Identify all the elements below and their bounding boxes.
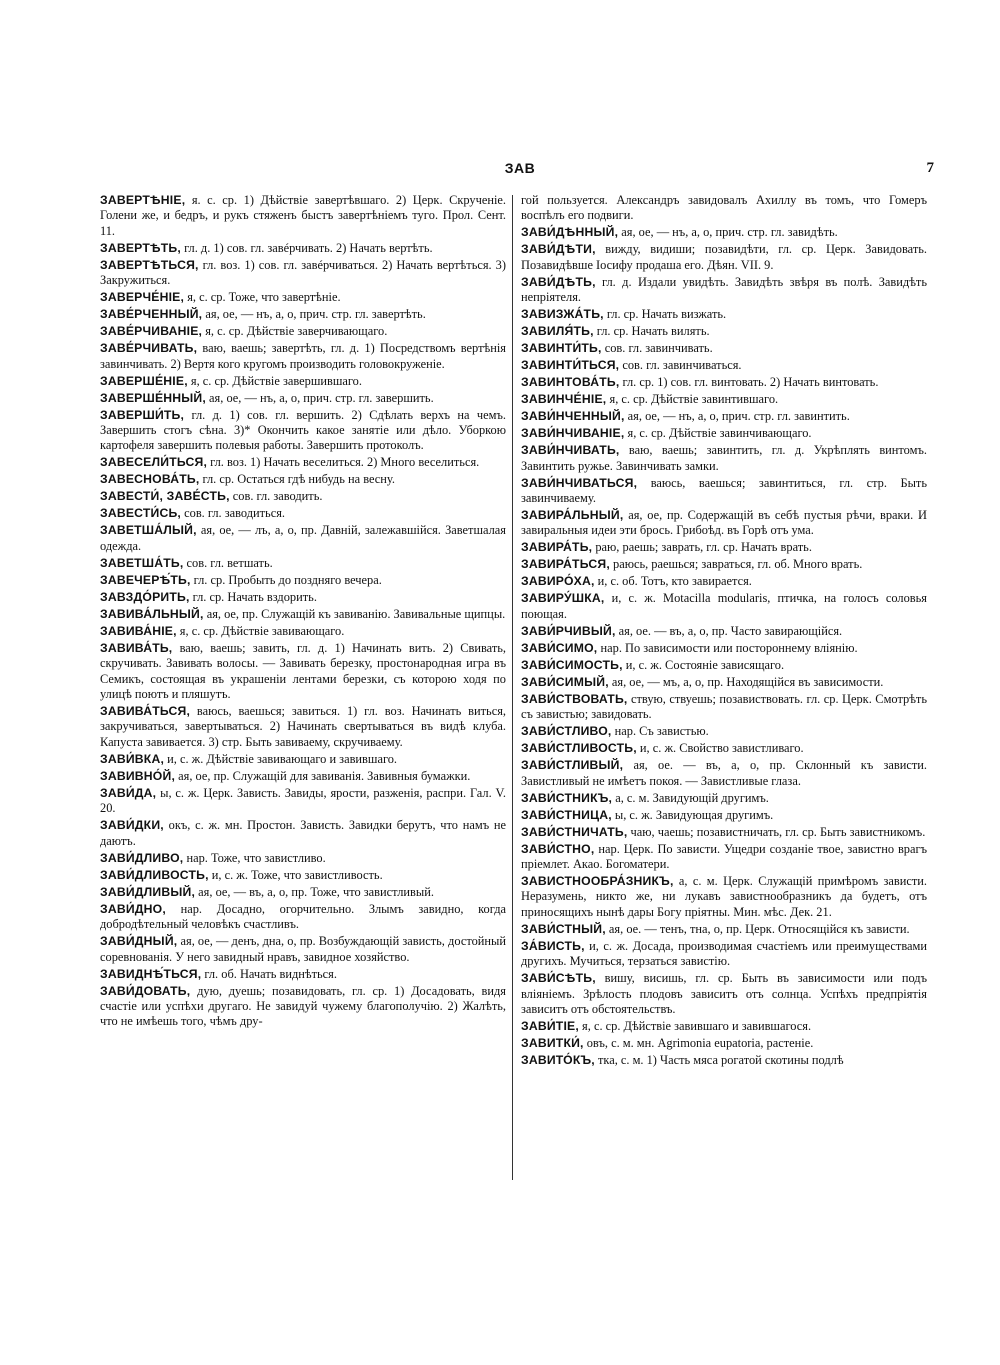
entry-definition: и, с. ж. Motacilla modularis, птичка, на голосъ соловья поющая. bbox=[521, 591, 927, 621]
entry-definition: нар. Церк. По зависти. Ущедри созданіе твое, завистно врагъ пріемлет. Акао. Богоматери. bbox=[521, 841, 927, 872]
dictionary-entry bbox=[521, 825, 927, 840]
entry-definition: нар. Досадно, огорчительно. Злымъ завидно, когда добродѣтельный человѣкъ счастливъ. bbox=[100, 901, 506, 932]
dictionary-entry bbox=[521, 275, 927, 306]
dictionary-entry bbox=[100, 984, 506, 1030]
entry-headword: ЗАВЕСНОВА́ТЬ, bbox=[100, 472, 200, 487]
dictionary-entry bbox=[521, 540, 927, 555]
entry-definition: гл. д. Издали увидѣть. Завидѣть звѣря въ полѣ. Завидѣть непріятеля. bbox=[521, 274, 927, 305]
entry-definition: ая, ое, пр. Служащій къ завиванію. Завивальные щипцы. bbox=[203, 606, 506, 621]
entry-headword: ЗАВИТКИ́, bbox=[521, 1036, 584, 1051]
dictionary-entry bbox=[100, 523, 506, 554]
entry-headword: ЗАВИ́ДОВАТЬ, bbox=[100, 983, 191, 998]
entry-headword: ЗАВЕ́РЧЕННЫЙ, bbox=[100, 307, 203, 322]
dictionary-entry bbox=[100, 341, 506, 372]
entry-headword: ЗАВИ́СТНО, bbox=[521, 841, 595, 856]
entry-headword: ЗАВИ́ТІЕ, bbox=[521, 1019, 579, 1034]
entry-headword: ЗАВИНТИ́ТЬ, bbox=[521, 341, 602, 356]
entry-definition: ы, с. ж. Церк. Зависть. Завиды, ярости, разженія, распри. Гал. V. 20. bbox=[100, 785, 506, 816]
entry-headword: ЗАВИДНѢ́ТЬСЯ, bbox=[100, 966, 202, 981]
entry-definition: ваюсь, ваешься; завиться. 1) гл. воз. Начинать виться, закручиваться, завертываться. 2) Начинать свертываться въ видѣ клуба. Капуста завивается. 3) стр. Быть завиваему, скручиваему. bbox=[100, 704, 506, 749]
entry-headword: ЗАВЕСТИ́СЬ, bbox=[100, 506, 182, 521]
dictionary-entry bbox=[521, 591, 927, 622]
page-header bbox=[100, 160, 940, 180]
entry-headword: ЗАВИ́СИМОСТЬ, bbox=[521, 657, 623, 672]
dictionary-entry bbox=[100, 818, 506, 849]
entry-definition: гл. воз. 1) Начать веселиться. 2) Много веселиться. bbox=[207, 455, 480, 470]
entry-definition: ая, ое, — нъ, а, о, прич. стр. гл. завертѣть. bbox=[202, 307, 426, 322]
entry-definition: сов. гл. заводиться. bbox=[181, 506, 285, 521]
dictionary-entry bbox=[521, 808, 927, 823]
entry-headword: ЗАВИ́ДНО, bbox=[100, 901, 166, 916]
entry-headword: ЗАВИНЧЕ́НІЕ, bbox=[521, 392, 607, 407]
entry-definition: гл. ср. Начать визжать. bbox=[603, 307, 727, 322]
entry-headword: ЗАВИВНО́Й, bbox=[100, 768, 176, 783]
dictionary-entry bbox=[100, 752, 506, 767]
dictionary-entry bbox=[100, 193, 506, 239]
dictionary-entry bbox=[100, 290, 506, 305]
entry-definition: гой пользуется. Александръ завидовалъ Ахиллу въ томъ, что Гомеръ воспѣлъ его подвиги. bbox=[521, 193, 927, 223]
entry-headword: ЗАВЕРШЕ́ННЫЙ, bbox=[100, 390, 206, 405]
entry-definition: гл. д. 1) сов. гл. завéрчивать. 2) Начать вертѣть. bbox=[180, 240, 433, 255]
entry-definition: ая, ое, — лъ, а, о, пр. Давній, залежавшійся. Заветшалая одежда. bbox=[100, 523, 506, 553]
entry-headword: ЗАВИ́СТВОВАТЬ, bbox=[521, 691, 628, 706]
dictionary-entry bbox=[521, 307, 927, 322]
dictionary-entry bbox=[100, 885, 506, 900]
entry-definition: ваюсь, ваешься; завинтиться, гл. стр. Быть завинчиваему. bbox=[521, 475, 927, 506]
entry-definition: я, с. ср. Дѣйствіе завивающаго. bbox=[176, 623, 345, 638]
entry-headword: ЗАВИВА́НІЕ, bbox=[100, 623, 177, 638]
entry-definition: я. с. ср. 1) Дѣйствіе завертѣвшаго. 2) Церк. Скрученіе. Голени же, и бедръ, и рукъ стяженъ быстъ завертѣніемъ тугo. Прол. Сент. 11. bbox=[100, 193, 506, 238]
entry-definition: раюсь, раешься; завраться, гл. об. Много врать. bbox=[609, 557, 863, 572]
entry-headword: ЗАВЕ́РЧИВАТЬ, bbox=[100, 341, 198, 356]
dictionary-entry bbox=[521, 641, 927, 656]
entry-headword: ЗАВИ́СИМО, bbox=[521, 640, 598, 655]
entry-headword: ЗАВИ́ДНЫЙ, bbox=[100, 934, 178, 949]
dictionary-entry bbox=[521, 741, 927, 756]
entry-definition: ая, ое, пр. Служащій для завиванія. Завивныя бумажки. bbox=[175, 768, 471, 783]
entry-definition: и, с. ж. Тоже, что завистливость. bbox=[208, 867, 383, 882]
dictionary-entry bbox=[521, 658, 927, 673]
entry-definition: гл. ср. Остаться гдѣ нибудь на весну. bbox=[199, 472, 395, 487]
dictionary-entry bbox=[521, 1053, 927, 1068]
entry-headword: ЗАВЕРТѢТЬ, bbox=[100, 240, 181, 255]
entry-headword: ЗАВИЗЖА́ТЬ, bbox=[521, 307, 604, 322]
dictionary-entry bbox=[521, 922, 927, 937]
dictionary-entry bbox=[100, 472, 506, 487]
entry-definition: сов. гл. завинчиваться. bbox=[619, 358, 742, 373]
entry-definition: и, с. об. Тотъ, кто завирается. bbox=[594, 574, 752, 589]
left-column bbox=[100, 193, 506, 1031]
entry-definition: ая, ое, пр. Содержащій въ себѣ пустыя рѣчи, враки. И завиральныя идеи эти брось. Грибоѣд. въ Горѣ отъ ума. bbox=[521, 508, 927, 538]
dictionary-entry bbox=[521, 341, 927, 356]
dictionary-entry bbox=[100, 624, 506, 639]
dictionary-entry bbox=[521, 557, 927, 572]
entry-definition: гл. об. Начать виднѣться. bbox=[201, 966, 337, 981]
entry-definition: дую, дуешь; позавидовать, гл. ср. 1) Досадовать, видя счастіе или успѣхи другаго. Не завидуй чужему благополучію. 2) Жалѣть, что не имѣешь того, чѣмъ дру- bbox=[100, 983, 506, 1029]
dictionary-entry bbox=[100, 506, 506, 521]
entry-definition: ая, ое, — въ, а, о, пр. Тоже, что завистливый. bbox=[195, 884, 434, 899]
dictionary-entry bbox=[100, 934, 506, 965]
dictionary-entry bbox=[100, 324, 506, 339]
entry-definition: и, с. ж. Дѣйствіе завивающаго и завившаго. bbox=[164, 751, 398, 766]
dictionary-entry bbox=[521, 443, 927, 474]
entry-headword: ЗАВИ́ДЛИВО, bbox=[100, 850, 184, 865]
entry-definition: ваю, ваешь; завить, гл. д. 1) Начинать вить. 2) Свивать, скручивать. Завивать волосы. — Завивать березку, простонародная игра въ Семикъ, состоящая въ украшеніи лентами березки, съ которою ходя по улицѣ поютъ и пляшутъ. bbox=[100, 640, 506, 702]
dictionary-entry bbox=[100, 786, 506, 817]
entry-headword: ЗАВИНТИ́ТЬСЯ, bbox=[521, 358, 620, 373]
entry-definition: ваю, ваешь; завертѣть, гл. д. 1) Посредствомъ вертѣнія завинчивать. 2) Вертя кого кругомъ производить головокруженіе. bbox=[100, 341, 506, 371]
entry-headword: ЗАВИ́ДѢННЫЙ, bbox=[521, 225, 619, 240]
entry-definition: и, с. ж. Свойство завистливаго. bbox=[636, 741, 804, 756]
entry-headword: ЗАВИ́НЧИВАНІЕ, bbox=[521, 426, 625, 441]
entry-definition: вишу, висишь, гл. ср. Быть въ зависимости или подъ вліяніемъ. Зрѣлость плодовъ зависитъ отъ солнца. Успѣхъ предпріятія зависитъ отъ обстоятельствъ. bbox=[521, 971, 927, 1017]
dictionary-entry bbox=[100, 241, 506, 256]
entry-definition: нар. Съ завистью. bbox=[611, 724, 709, 739]
dictionary-entry bbox=[521, 392, 927, 407]
entry-definition: ствую, ствуешь; позавиствовать. гл. ср. Церк. Смотрѣть съ завистью; завидовать. bbox=[521, 691, 927, 722]
entry-headword: ЗАВЕРШЕ́НІЕ, bbox=[100, 373, 188, 388]
dictionary-entry bbox=[521, 358, 927, 373]
entry-definition: ая, ое, — денъ, дна, о, пр. Возбуждающій зависть, достойный соревнованія. У него завидный нравъ, завидное хозяйство. bbox=[100, 934, 506, 964]
dictionary-entry bbox=[521, 791, 927, 806]
entry-definition: вижду, видиши; позавидѣти, гл. ср. Церк. Завидовать. Позавидѣвше Іосифу продаша его. Дѣян. VII. 9. bbox=[521, 242, 927, 272]
dictionary-entry bbox=[521, 375, 927, 390]
dictionary-entry bbox=[100, 590, 506, 605]
entry-headword: ЗАВИ́СТНИЦА, bbox=[521, 807, 612, 822]
entry-definition: а, с. м. Церк. Служащій примѣромъ зависти. Неразумень, никто же, ни лукавъ завистнообразникъ да будетъ, отъ приносящихъ нынѣ дары Богу пріятны. Мин. мѣс. Дек. 21. bbox=[521, 874, 927, 919]
entry-definition: ая, ое. — въ, а, о, пр. Склонный къ зависти. Завистливый не имѣетъ покоя. — Завистливые глаза. bbox=[521, 758, 927, 788]
entry-headword: ЗАВИ́ДѢТЬ, bbox=[521, 274, 596, 289]
dictionary-entry bbox=[521, 692, 927, 723]
entry-headword: ЗАВИ́ДА, bbox=[100, 785, 157, 800]
dictionary-entry bbox=[100, 607, 506, 622]
entry-definition: нар. По зависимости или постороннему вліянію. bbox=[597, 640, 858, 655]
dictionary-entry bbox=[100, 489, 506, 504]
dictionary-entry bbox=[100, 868, 506, 883]
entry-definition: я, с. ср. Дѣйствіе заверчивающаго. bbox=[202, 324, 388, 339]
entry-definition: я, с. ср. Дѣйствіе завершившаго. bbox=[187, 373, 362, 388]
entry-definition: ваю, ваешь; завинтить, гл. д. Укрѣплять винтомъ. Завинтить ружье. Завинчивать замки. bbox=[521, 443, 927, 473]
entry-definition: ая, ое. — въ, а, о, пр. Часто завирающійся. bbox=[615, 623, 843, 638]
dictionary-entry bbox=[100, 408, 506, 454]
dictionary-entry bbox=[100, 704, 506, 750]
entry-headword: ЗАВЕТША́ТЬ, bbox=[100, 555, 184, 570]
entry-definition: ая, ое, — нъ, а, о, прич. стр. гл. завинтить. bbox=[624, 409, 850, 424]
entry-definition: ая, ое, — нъ, а, о, прич. стр. гл. завидѣть. bbox=[618, 225, 838, 240]
entry-headword: ЗАВИСТНООБРА́ЗНИКЪ, bbox=[521, 874, 674, 889]
entry-headword: ЗАВИ́СТНИЧАТЬ, bbox=[521, 824, 628, 839]
entry-headword: ЗАВИТО́КЪ, bbox=[521, 1053, 595, 1068]
entry-definition: тка, с. м. 1) Часть мяса рогатой скотины подлѣ bbox=[594, 1053, 844, 1068]
dictionary-entry bbox=[521, 1036, 927, 1051]
entry-definition: я, с. ср. Дѣйствіе завинчивающаго. bbox=[624, 426, 812, 441]
dictionary-entry bbox=[100, 641, 506, 703]
entry-definition: я, с. ср. Дѣйствіе завинтившаго. bbox=[606, 392, 779, 407]
entry-headword: ЗАВИ́СТНИКЪ, bbox=[521, 790, 613, 805]
dictionary-entry bbox=[521, 971, 927, 1017]
guide-word: ЗАВ bbox=[504, 160, 536, 176]
entry-headword: ЗАВИ́СТНЫЙ, bbox=[521, 921, 606, 936]
right-column bbox=[521, 193, 927, 1070]
dictionary-entry bbox=[521, 675, 927, 690]
entry-headword: ЗАВЕРТѢТЬСЯ, bbox=[100, 257, 199, 272]
entry-definition: гл. ср. Пробыть до поздняго вечера. bbox=[190, 572, 382, 587]
entry-definition: ая, ое, — мъ, а, о, пр. Находящійся въ зависимости. bbox=[608, 674, 884, 689]
entry-definition: гл. ср. Начать вилять. bbox=[593, 324, 710, 339]
entry-definition: я, с. ср. Дѣйствіе завившаго и завившагося. bbox=[578, 1019, 812, 1034]
entry-headword: ЗАВИ́ДЛИВОСТЬ, bbox=[100, 867, 209, 882]
entry-definition: гл. д. 1) сов. гл. вершить. 2) Сдѣлать верхъ на чемъ. Завершить стогъ сѣна. 3)* Окончить какое занятіе или дѣло. Уборкою картофеля завершить полевыя работы. Завершить протоколъ. bbox=[100, 407, 506, 453]
dictionary-entry bbox=[521, 574, 927, 589]
dictionary-entry bbox=[521, 939, 927, 970]
entry-definition: гл. ср. Начать вздорить. bbox=[189, 589, 317, 604]
dictionary-entry bbox=[100, 967, 506, 982]
entry-definition: я, с. ср. Тоже, что завертѣніе. bbox=[184, 290, 341, 305]
entry-headword: ЗАВИ́СИМЫЙ, bbox=[521, 674, 609, 689]
entry-definition: чаю, чаешь; позавистничать, гл. ср. Быть завистникомъ. bbox=[627, 824, 926, 839]
entry-definition: сов. гл. заводить. bbox=[229, 489, 323, 504]
entry-headword: ЗАВИ́СТЛИВО, bbox=[521, 724, 612, 739]
entry-headword: ЗАВИ́РЧИВЫЙ, bbox=[521, 623, 616, 638]
dictionary-entry bbox=[100, 851, 506, 866]
entry-headword: ЗАВИВА́ЛЬНЫЙ, bbox=[100, 606, 204, 621]
dictionary-entry bbox=[100, 258, 506, 289]
dictionary-entry bbox=[521, 324, 927, 339]
dictionary-entry bbox=[521, 193, 927, 224]
entry-headword: ЗАВИЛЯ́ТЬ, bbox=[521, 324, 594, 339]
dictionary-entry bbox=[521, 242, 927, 273]
dictionary-entry bbox=[521, 874, 927, 920]
entry-headword: ЗАВЗДО́РИТЬ, bbox=[100, 589, 190, 604]
entry-headword: ЗАВИ́СѢТЬ, bbox=[521, 971, 596, 986]
entry-headword: ЗАВИВА́ТЬСЯ, bbox=[100, 704, 191, 719]
entry-headword: ЗАВЕРЧЕ́НІЕ, bbox=[100, 290, 185, 305]
entry-headword: ЗАВИРА́ЛЬНЫЙ, bbox=[521, 508, 624, 523]
entry-headword: ЗАВЕРТѢНІЕ, bbox=[100, 193, 186, 207]
dictionary-entry bbox=[100, 556, 506, 571]
entry-headword: ЗАВИНТОВА́ТЬ, bbox=[521, 375, 620, 390]
entry-definition: нар. Тоже, что завистливо. bbox=[183, 850, 326, 865]
dictionary-entry bbox=[100, 307, 506, 322]
dictionary-entry bbox=[100, 391, 506, 406]
dictionary-entry bbox=[521, 842, 927, 873]
entry-headword: ЗАВЕСТИ́, ЗАВЕ́СТЬ, bbox=[100, 489, 230, 504]
entry-headword: ЗАВЕ́РЧИВАНІЕ, bbox=[100, 324, 203, 339]
dictionary-entry bbox=[521, 476, 927, 507]
entry-headword: ЗАВИ́НЧЕННЫЙ, bbox=[521, 409, 625, 424]
dictionary-entry bbox=[521, 724, 927, 739]
dictionary-entry bbox=[100, 455, 506, 470]
entry-headword: ЗАВИ́СТЛИВОСТЬ, bbox=[521, 741, 637, 756]
entry-headword: ЗАВИРУ́ШКА, bbox=[521, 591, 605, 606]
entry-headword: ЗАВИ́НЧИВАТЬСЯ, bbox=[521, 475, 638, 490]
entry-definition: ая, ое, — нъ, а, о, прич. стр. гл. завершить. bbox=[205, 390, 434, 405]
entry-definition: сов. гл. завинчивать. bbox=[601, 341, 713, 356]
entry-headword: ЗАВЕТША́ЛЫЙ, bbox=[100, 523, 197, 538]
entry-headword: ЗАВЕСЕЛИ́ТЬСЯ, bbox=[100, 455, 208, 470]
entry-headword: ЗАВИРА́ТЬ, bbox=[521, 540, 593, 555]
entry-definition: ы, с. ж. Завидующая другимъ. bbox=[611, 807, 774, 822]
entry-definition: гл. воз. 1) сов. гл. завéрчиваться. 2) Начать вертѣться. 3) Закружиться. bbox=[100, 257, 506, 288]
dictionary-entry bbox=[521, 758, 927, 789]
entry-headword: ЗА́ВИСТЬ, bbox=[521, 938, 585, 953]
entry-headword: ЗАВИ́СТЛИВЫЙ, bbox=[521, 758, 624, 773]
dictionary-entry bbox=[100, 374, 506, 389]
entry-definition: овъ, с. м. мн. Agrimonia eupatoria, растеніе. bbox=[583, 1036, 814, 1051]
entry-headword: ЗАВИ́ДЛИВЫЙ, bbox=[100, 884, 196, 899]
entry-definition: и, с. ж. Состояніе зависящаго. bbox=[622, 657, 785, 672]
entry-definition: и, с. ж. Досада, производимая счастіемъ или преимуществами другихъ. Мучиться, терзаться завистію. bbox=[521, 938, 927, 969]
entry-headword: ЗАВЕЧЕРѢ́ТЬ, bbox=[100, 572, 191, 587]
entry-headword: ЗАВИ́НЧИВАТЬ, bbox=[521, 443, 620, 458]
entry-headword: ЗАВИВА́ТЬ, bbox=[100, 640, 173, 655]
dictionary-entry bbox=[100, 573, 506, 588]
page-number: 7 bbox=[926, 160, 934, 176]
entry-definition: а, с. м. Завидующій другимъ. bbox=[612, 790, 769, 805]
column-divider bbox=[512, 195, 513, 1180]
dictionary-entry bbox=[100, 902, 506, 933]
entry-headword: ЗАВЕРШИ́ТЬ, bbox=[100, 407, 185, 422]
dictionary-entry bbox=[521, 409, 927, 424]
entry-definition: сов. гл. ветшать. bbox=[183, 555, 273, 570]
dictionary-entry bbox=[521, 1019, 927, 1034]
dictionary-entry bbox=[100, 769, 506, 784]
entry-definition: раю, раешь; заврать, гл. ср. Начать врать. bbox=[592, 540, 812, 555]
entry-headword: ЗАВИРО́ХА, bbox=[521, 574, 595, 589]
dictionary-entry bbox=[521, 508, 927, 539]
entry-headword: ЗАВИРА́ТЬСЯ, bbox=[521, 557, 610, 572]
entry-definition: ая, ое. — тенъ, тна, о, пр. Церк. Относящійся къ зависти. bbox=[605, 921, 910, 936]
dictionary-entry bbox=[521, 426, 927, 441]
entry-headword: ЗАВИ́ДКИ, bbox=[100, 818, 164, 833]
entry-definition: гл. ср. 1) сов. гл. винтовать. 2) Начать винтовать. bbox=[619, 375, 879, 390]
dictionary-entry bbox=[521, 225, 927, 240]
entry-headword: ЗАВИ́ВКА, bbox=[100, 751, 165, 766]
dictionary-entry bbox=[521, 624, 927, 639]
entry-definition: окъ, с. ж. мн. Простон. Зависть. Завидки берутъ, что намъ не даютъ. bbox=[100, 818, 506, 848]
entry-headword: ЗАВИ́ДѢТИ, bbox=[521, 242, 596, 257]
